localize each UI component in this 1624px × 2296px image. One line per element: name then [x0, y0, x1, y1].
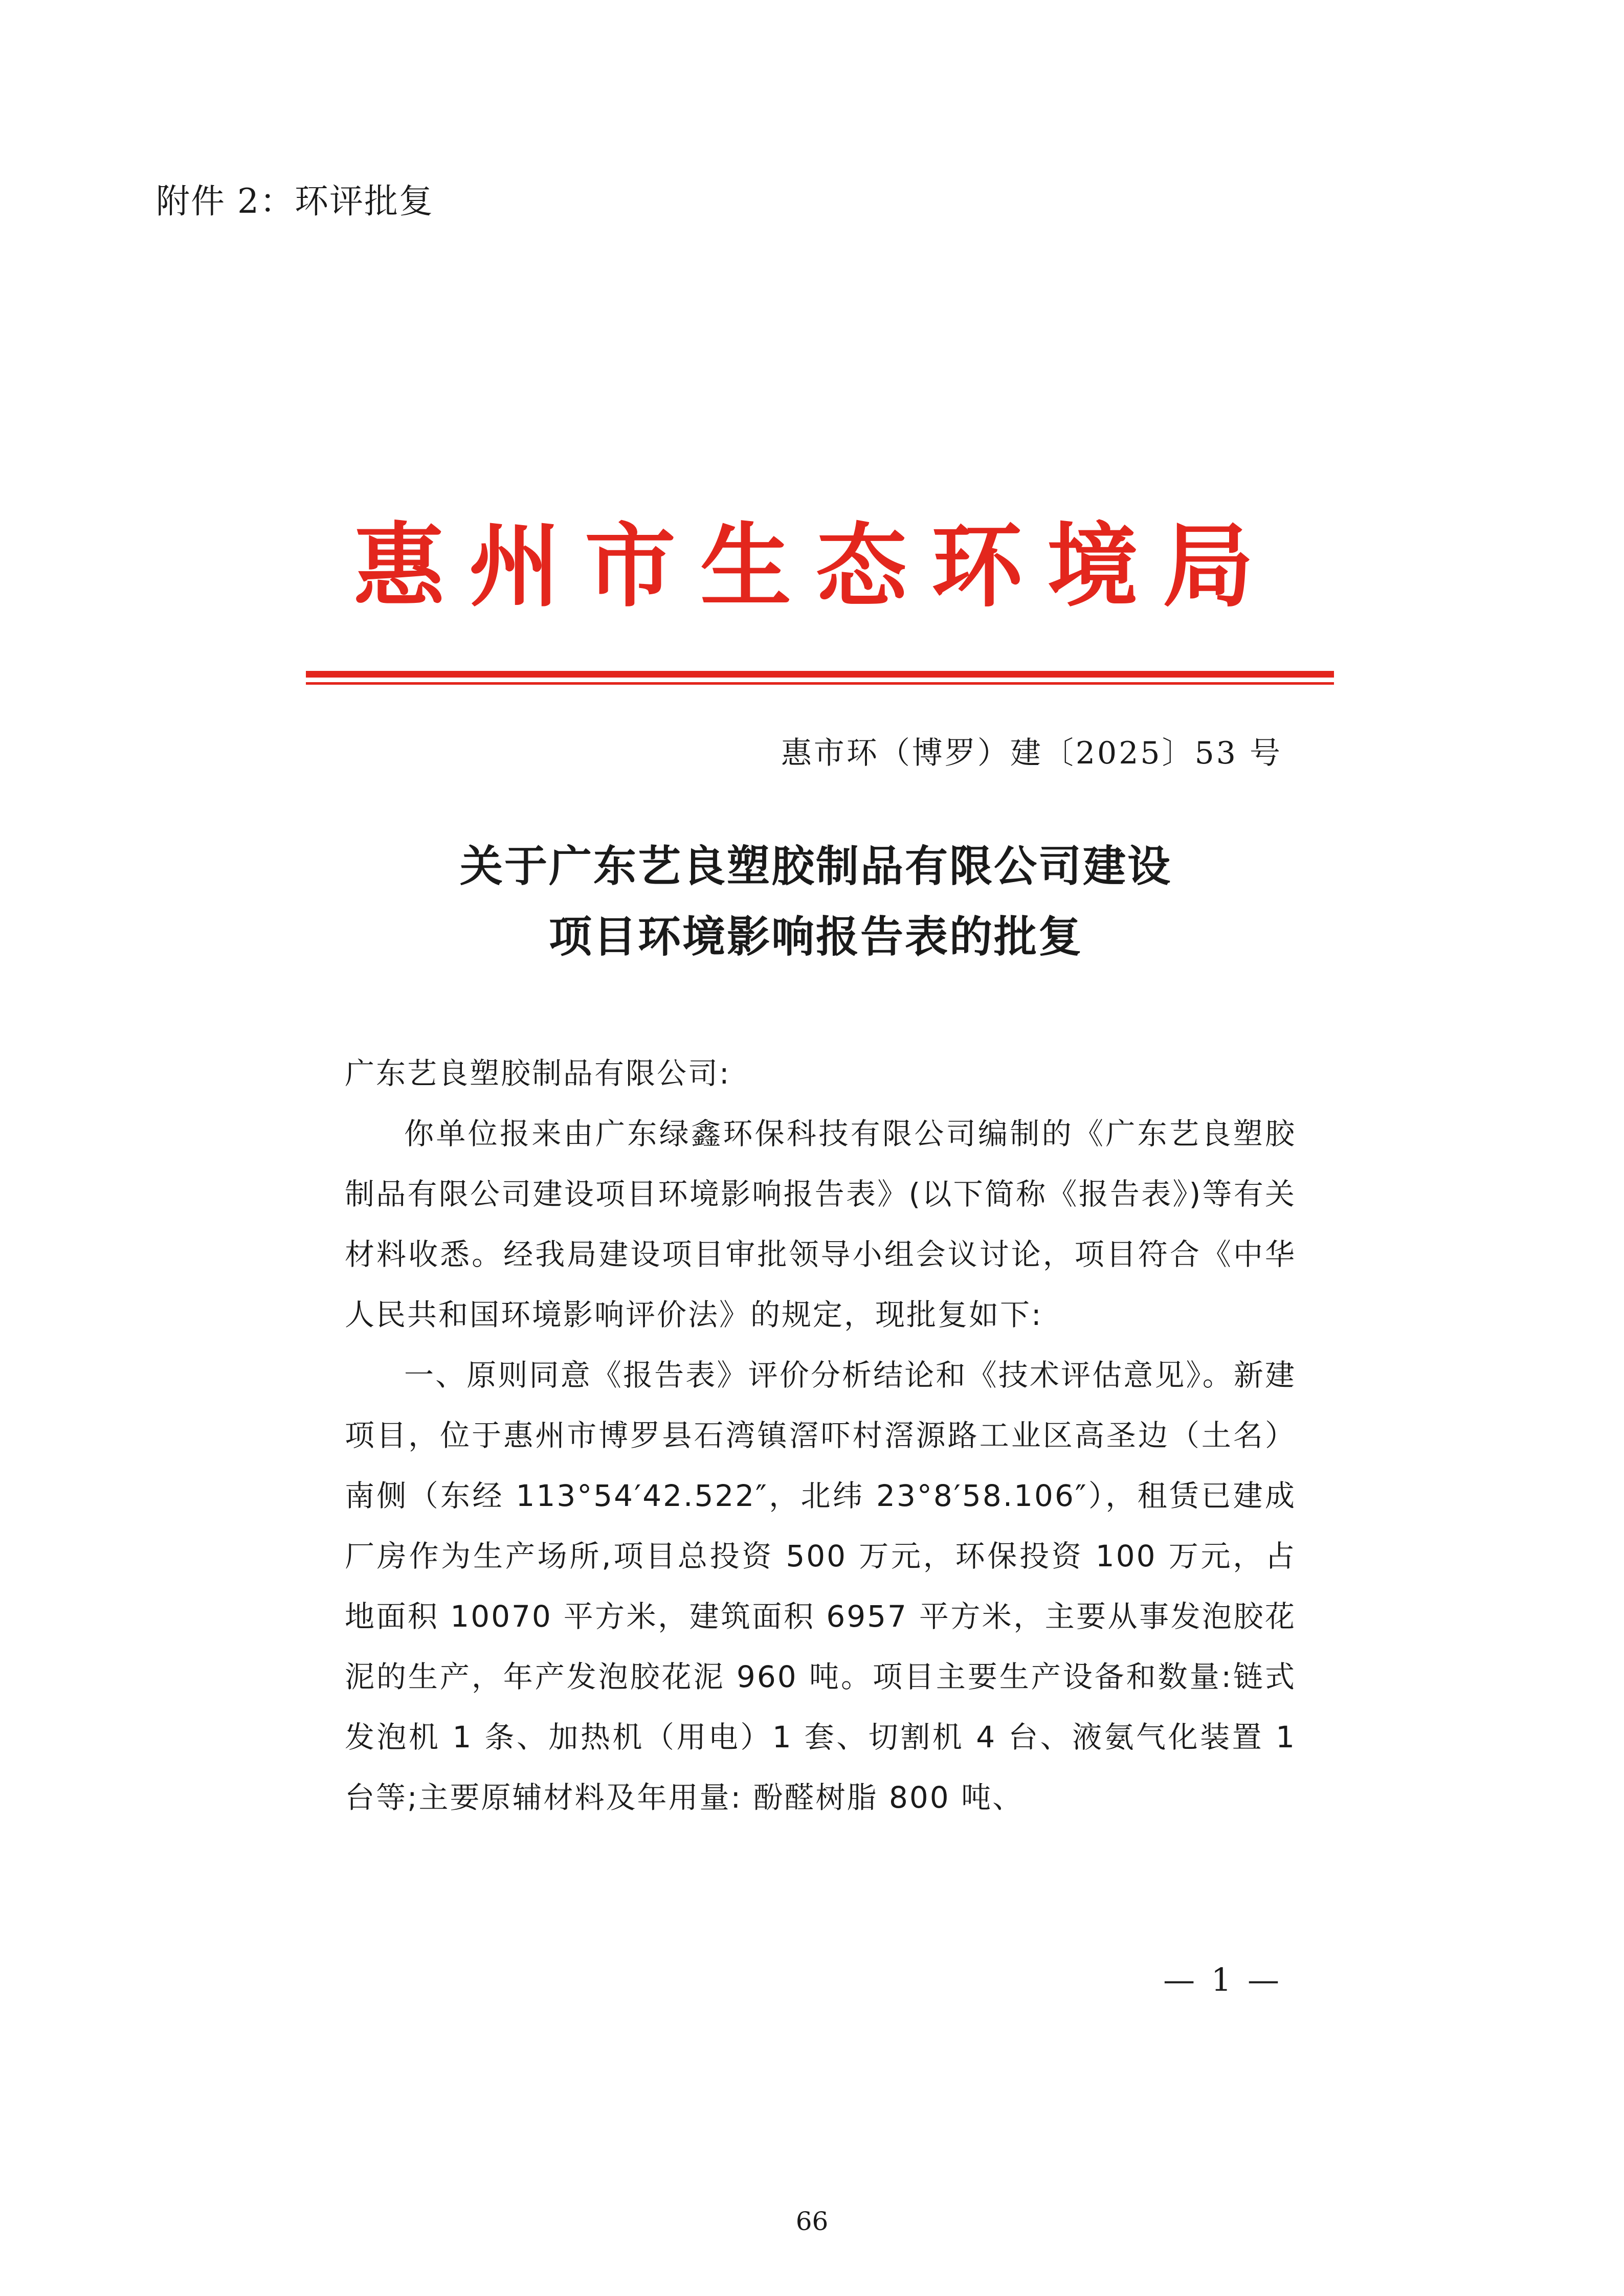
title-line-2: 项目环境影响报告表的批复	[548, 912, 1083, 962]
red-header-line-thin	[306, 682, 1334, 685]
document-body	[345, 1043, 1296, 1828]
page-number: — 1 —	[1163, 1961, 1282, 1998]
agency-name: 惠州市生态环境局	[353, 512, 1278, 619]
attachment-label: 附件 2：环评批复	[156, 182, 434, 221]
paragraph-1: 你单位报来由广东绿鑫环保科技有限公司编制的《广东艺良塑胶制品有限公司建设项目环境影响报告表》(以下简称《报告表》)等有关材料收悉。经我局建设项目审批领导小组会议讨论，项目符合《中华人民共和国环境影响评价法》的规定，现批复如下:	[345, 1116, 1296, 1332]
red-header-line-thick	[306, 671, 1334, 678]
document-number: 惠市环（博罗）建〔2025〕53 号	[781, 735, 1282, 771]
pdf-page-number: 66	[795, 2207, 829, 2236]
paragraph-2: 一、原则同意《报告表》评价分析结论和《技术评估意见》。新建项目，位于惠州市博罗县石湾镇滘吓村滘源路工业区高圣边（土名）南侧（东经 113°54′42.522″，北纬 23°8′58.106″），租赁已建成厂房作为生产场所,项目总投资 500 万元，环保投资 100 万元，占地面积 10070 平方米，建筑面积 6957 平方米，主要从事发泡胶花泥的生产，年产发泡胶花泥 960 吨。项目主要生产设备和数量:链式发泡机 1 条、加热机（用电）1 套、切割机 4 台、液氨气化装置 1 台等;主要原辅材料及年用量: 酚醛树脂 800 吨、	[345, 1358, 1296, 1815]
title-line-1: 关于广东艺良塑胶制品有限公司建设	[459, 841, 1172, 891]
recipient: 广东艺良塑胶制品有限公司:	[345, 1056, 731, 1091]
